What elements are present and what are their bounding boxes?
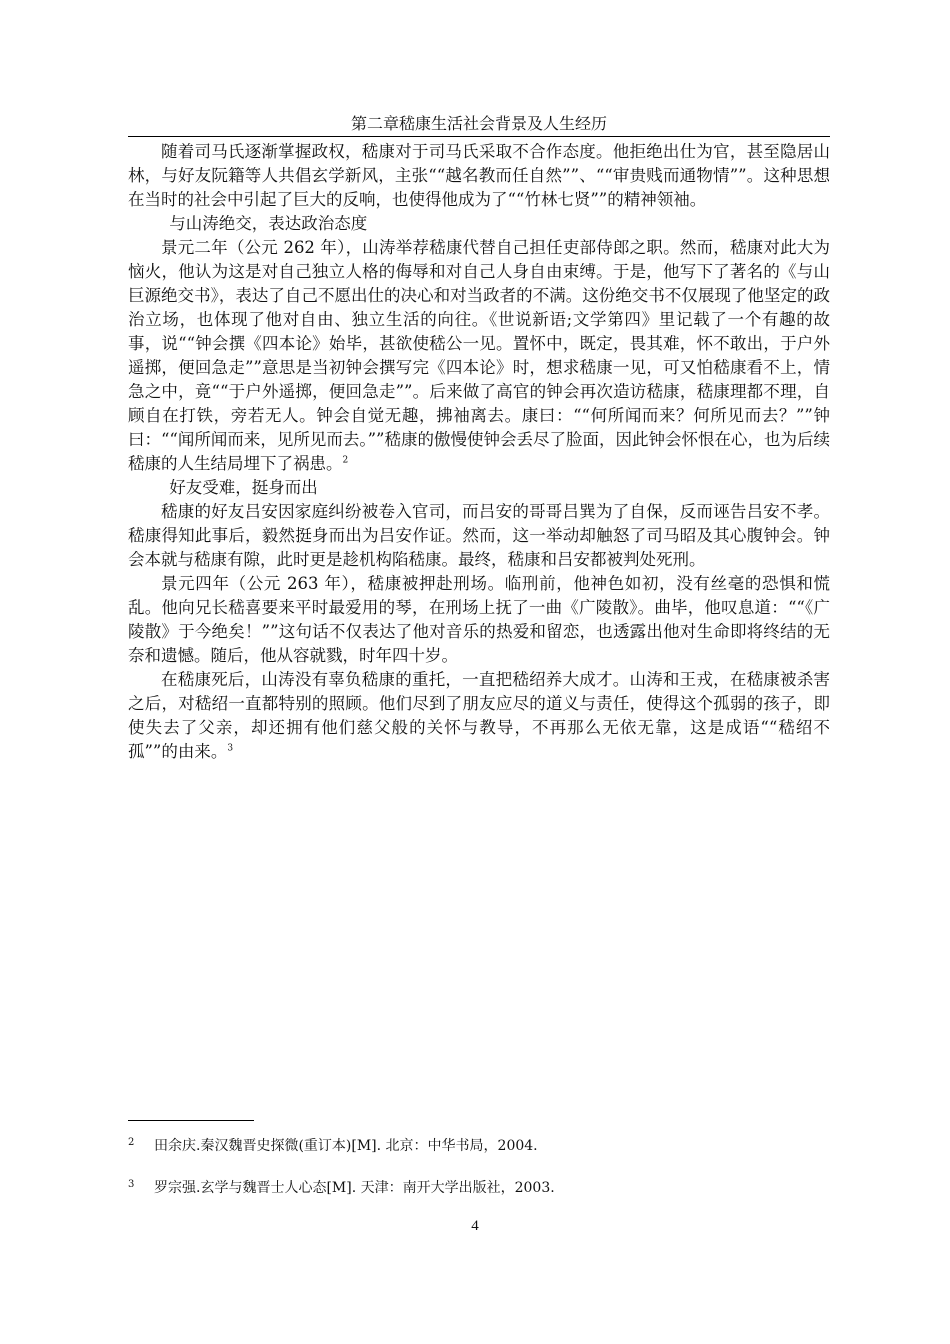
footnote xyxy=(128,1178,555,1198)
paragraph: 嵇康的好友吕安因家庭纠纷被卷入官司，而吕安的哥哥吕巽为了自保，反而诬告吕安不孝。嵇康得知此事后，毅然挺身而出为吕安作证。然而，这一举动却触怒了司马昭及其心腹钟会。钟会本就与嵇康有隙，此时更是趁机构陷嵇康。最终，嵇康和吕安都被判处死刑。 xyxy=(128,502,830,569)
footnote xyxy=(128,1136,538,1156)
footnote-ref[interactable]: 3 xyxy=(227,743,234,754)
header-rule xyxy=(128,136,830,137)
paragraph: 在嵇康死后，山涛没有辜负嵇康的重托，一直把嵇绍养大成才。山涛和王戎，在嵇康被杀害之后，对嵇绍一直都特别的照顾。他们尽到了朋友应尽的道义与责任，使得这个孤弱的孩子，即使失去了父亲，却还拥有他们慈父般的关怀与教导，不再那么无依无靠，这是成语““嵇绍不孤””的由来。$^3$ xyxy=(128,670,830,761)
footnote-ref[interactable]: 2 xyxy=(342,455,349,466)
paragraph: 景元二年（公元 262 年），山涛举荐嵇康代替自己担任吏部侍郎之职。然而，嵇康对此大为恼火，他认为这是对自己独立人格的侮辱和对自己人身自由束缚。于是，他写下了著名的《与山巨源绝交书》，表达了自己不愿出仕的决心和对当政者的不满。这份绝交书不仅展现了他坚定的政治立场，也体现了他对自由、独立生活的向往。《世说新语;文学第四》里记载了一个有趣的故事，说““钟会撰《四本论》始毕，甚欲使嵇公一见。置怀中，既定，畏其难，怀不敢出，于户外遥掷，便回急走””意思是当初钟会撰写完《四本论》时，想求嵇康一见，可又怕嵇康看不上，情急之中，竟““于户外遥掷，便回急走””。后来做了高官的钟会再次造访嵇康，嵇康理都不理，自顾自在打铁，旁若无人。钟会自觉无趣，拂袖离去。康曰：““何所闻而来？何所见而去？””钟曰：““闻所闻而来，见所见而去。””嵇康的傲慢使钟会丢尽了脸面，因此钟会怀恨在心，也为后续嵇康的人生结局埋下了祸患。$^2$ xyxy=(128,238,830,473)
running-header: 第二章嵇康生活社会背景及人生经历 xyxy=(350,114,607,133)
paragraph: 景元四年（公元 263 年），嵇康被押赴刑场。临刑前，他神色如初，没有丝毫的恐惧和慌乱。他向兄长嵇喜要来平时最爱用的琴，在刑场上抚了一曲《广陵散》。曲毕，他叹息道：““《广陵散》于今绝矣！””这句话不仅表达了他对音乐的热爱和留恋，也透露出他对生命即将终结的无奈和遗憾。随后，他从容就戮，时年四十岁。 xyxy=(128,574,830,665)
page-number: 4 xyxy=(471,1218,479,1234)
section-heading: 与山涛绝交，表达政治态度 xyxy=(169,214,368,233)
body-text xyxy=(128,140,830,764)
paragraph: 随着司马氏逐渐掌握政权，嵇康对于司马氏采取不合作态度。他拒绝出仕为官，甚至隐居山林，与好友阮籍等人共倡玄学新风，主张““越名教而任自然””、““审贵贱而通物情””。这种思想在当时的社会中引起了巨大的反响，也使得他成为了““竹林七贤””的精神领袖。 xyxy=(128,142,830,209)
footnote-mark: 2 xyxy=(128,1137,135,1148)
section-heading: 好友受难，挺身而出 xyxy=(169,478,318,497)
footnote-text: 田余庆.秦汉魏晋史探微(重订本)[M]. 北京：中华书局，2004. xyxy=(154,1138,538,1154)
footnote-text: 罗宗强.玄学与魏晋士人心态[M]. 天津：南开大学出版社，2003. xyxy=(154,1180,555,1196)
footnote-mark: 3 xyxy=(128,1179,135,1190)
footnote-separator xyxy=(128,1120,254,1121)
